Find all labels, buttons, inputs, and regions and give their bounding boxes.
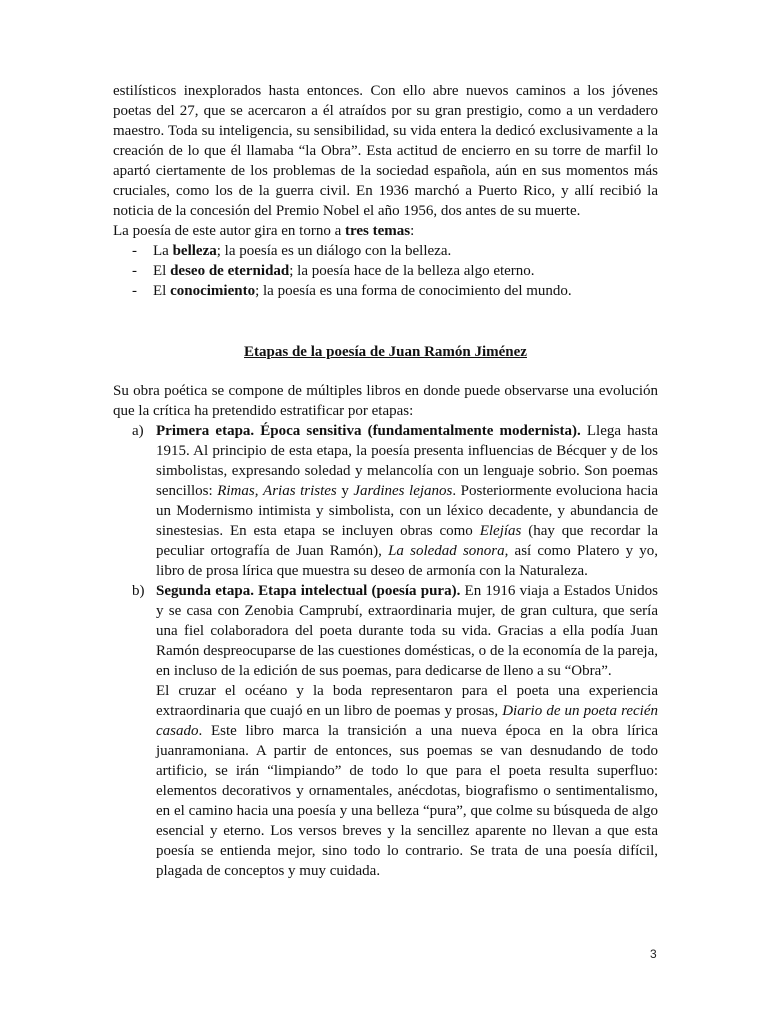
theme-pre: El (153, 283, 171, 299)
stage-b-paragraph-1 (156, 581, 658, 681)
themes-intro (113, 221, 658, 241)
stage-item-a (113, 421, 658, 581)
work-title-elejias: Elejías (479, 523, 522, 539)
theme-pre: La (153, 243, 173, 259)
theme-item-conocimiento (132, 281, 658, 301)
stage-marker-b: b) (132, 583, 145, 599)
theme-item-belleza (132, 241, 658, 261)
stage-marker-a: a) (132, 423, 144, 439)
intro-paragraph (113, 81, 658, 221)
themes-intro-text: La poesía de este autor gira en torno a (113, 223, 345, 239)
stage-b-title: Segunda etapa. Etapa intelectual (poesía pura). (156, 583, 461, 599)
stage-a-text: y (336, 483, 354, 499)
stage-b-text: En 1916 viaja a Estados Unidos y se casa con Zenobia Camprubí, extraordinaria mujer, de gran cultura, que sería una fiel colaboradora del poeta durante toda su vida. Gracias a ella podía Juan Ramón despreocuparse de las cuestiones domésticas, o de la economía de la pareja, en incluso de la edición de sus poemas, para dedicarse de lleno a su “Obra”. (156, 583, 658, 679)
stage-a-text: Llega hasta 1915. Al principio de esta etapa, la poesía presenta influencias de Bécquer y de los simbolistas, expresando soledad y melancolía con un lenguaje sobrio. Son poemas sencillos: (156, 423, 658, 499)
work-title-jardines-lejanos: Jardines lejanos (353, 483, 453, 499)
work-title-arias-tristes: Arias tristes (263, 483, 337, 499)
themes-intro-bold: tres temas (345, 223, 411, 239)
theme-description: ; la poesía hace de la belleza algo eterno. (289, 263, 535, 279)
theme-description: ; la poesía es un diálogo con la belleza. (216, 243, 452, 259)
stage-a-title: Primera etapa. Época sensitiva (fundamentalmente modernista). (156, 423, 581, 439)
intro-text: estilísticos inexplorados hasta entonces. Con ello abre nuevos caminos a los jóvenes poetas del 27, que se acercaron a él atraídos por su gran prestigio, como a un verdadero maestro. Toda su inteligencia, su sensibilidad, su vida entera la dedicó exclusivamente a la creación de lo que él llamaba “la Obra”. Esta actitud de encierro en su torre de marfil lo apartó ciertamente de los problemas de la sociedad española, aún en sus momentos más cruciales, como los de la guerra civil. En 1936 marchó a Puerto Rico, y allí recibió la noticia de la concesión del Premio Nobel el año 1956, dos antes de su muerte. (113, 83, 658, 219)
stage-a-text: . Posteriormente evoluciona hacia un Modernismo intimista y simbolista, con un léxico decadente, y abundancia de sinestesias. En esta etapa se incluyen obras como (156, 483, 659, 539)
page-number: 3 (650, 947, 657, 961)
section-heading: Etapas de la poesía de Juan Ramón Jiménez (244, 344, 527, 360)
work-title-la-soledad-sonora: La soledad sonora (388, 543, 505, 559)
theme-keyword: belleza (172, 243, 217, 259)
theme-pre: El (153, 263, 171, 279)
themes-intro-colon: : (410, 223, 415, 239)
stage-a-text: (hay que recordar la peculiar ortografía de Juan Ramón), (156, 523, 658, 559)
stage-a-text: , (254, 483, 264, 499)
stages-list (113, 421, 658, 881)
work-title-diario: Diario de un poeta recién casado (156, 703, 658, 739)
stage-a-paragraph (156, 421, 658, 581)
stage-b-paragraph-2 (156, 681, 658, 881)
stage-a-text: , así como Platero y yo, libro de prosa lírica que muestra su deseo de armonía con la Naturaleza. (156, 543, 658, 579)
stages-intro: Su obra poética se compone de múltiples libros en donde puede observarse una evolución que la crítica ha pretendido estratificar por etapas: (113, 383, 658, 419)
themes-list (113, 241, 658, 301)
stage-b-text: El cruzar el océano y la boda representaron para el poeta una experiencia extraordinaria que cuajó en un libro de poemas y prosas, (156, 683, 658, 719)
theme-item-eternidad (132, 261, 658, 281)
stage-b-text: . Este libro marca la transición a una nueva época en la obra lírica juanramoniana. A partir de entonces, sus poemas se van desnudando de todo artificio, se irán “limpiando” de todo lo que para el poeta resulta superfluo: elementos decorativos y ornamentales, anécdotas, biografismo o sentimentalismo, en el camino hacia una poesía y una belleza “pura”, que colme su búsqueda de algo esencial y eterno. Los versos breves y la sencillez aparente no llevan a que esta poesía se entienda mejor, sino todo lo contrario. Se trata de una poesía difícil, plagada de conceptos y muy cuidada. (156, 723, 658, 879)
work-title-rimas: Rimas (217, 483, 255, 499)
theme-keyword: deseo de eternidad (170, 263, 290, 279)
theme-keyword: conocimiento (170, 283, 256, 299)
document-page (113, 81, 658, 881)
theme-description: ; la poesía es una forma de conocimiento del mundo. (255, 283, 572, 299)
stage-item-b (113, 581, 658, 881)
